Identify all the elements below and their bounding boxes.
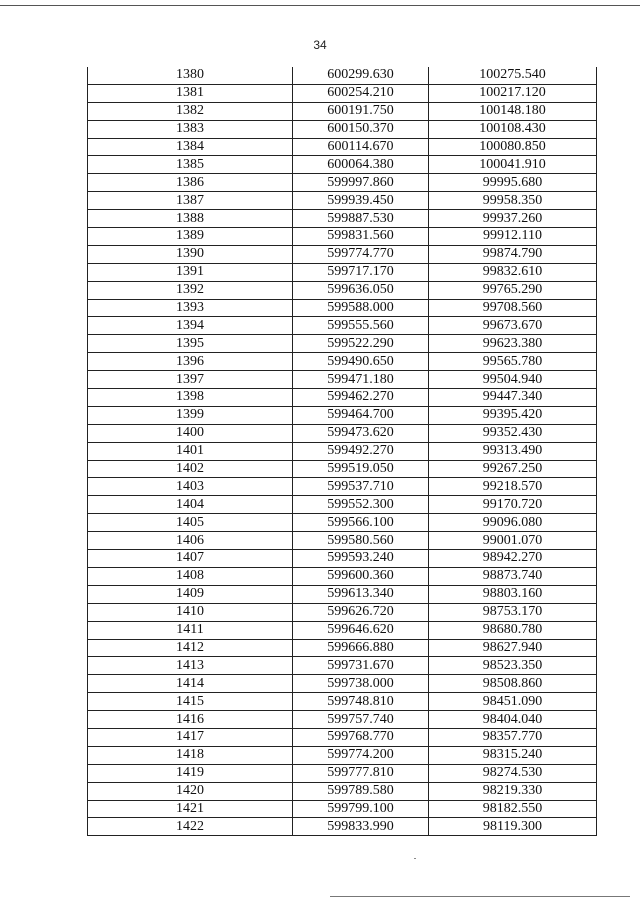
x-coordinate-cell: 599537.710: [293, 478, 429, 496]
table-row: [88, 800, 597, 818]
table-row: [88, 782, 597, 800]
y-coordinate-cell: 99352.430: [429, 424, 597, 442]
x-coordinate-cell: 599666.880: [293, 639, 429, 657]
x-coordinate-cell: 599490.650: [293, 353, 429, 371]
y-coordinate-cell: 99708.560: [429, 299, 597, 317]
table-row: [88, 460, 597, 478]
bottom-border-line: [330, 896, 630, 897]
point-number-cell: 1380: [88, 67, 293, 84]
point-number-cell: 1416: [88, 711, 293, 729]
x-coordinate-cell: 599492.270: [293, 442, 429, 460]
point-number-cell: 1397: [88, 371, 293, 389]
point-number-cell: 1392: [88, 281, 293, 299]
y-coordinate-cell: 98182.550: [429, 800, 597, 818]
point-number-cell: 1410: [88, 603, 293, 621]
x-coordinate-cell: 599462.270: [293, 389, 429, 407]
table-row: [88, 442, 597, 460]
table-row: [88, 567, 597, 585]
y-coordinate-cell: 100148.180: [429, 102, 597, 120]
x-coordinate-cell: 599774.200: [293, 746, 429, 764]
point-number-cell: 1386: [88, 174, 293, 192]
x-coordinate-cell: 599738.000: [293, 675, 429, 693]
point-number-cell: 1398: [88, 389, 293, 407]
x-coordinate-cell: 599939.450: [293, 192, 429, 210]
y-coordinate-cell: 99765.290: [429, 281, 597, 299]
table-row: [88, 711, 597, 729]
scan-artifact: [414, 858, 416, 859]
table-row: [88, 192, 597, 210]
x-coordinate-cell: 599748.810: [293, 693, 429, 711]
y-coordinate-cell: 98508.860: [429, 675, 597, 693]
y-coordinate-cell: 100041.910: [429, 156, 597, 174]
y-coordinate-cell: 98274.530: [429, 764, 597, 782]
point-number-cell: 1393: [88, 299, 293, 317]
y-coordinate-cell: 99001.070: [429, 532, 597, 550]
x-coordinate-cell: 599887.530: [293, 210, 429, 228]
y-coordinate-cell: 98873.740: [429, 567, 597, 585]
x-coordinate-cell: 600064.380: [293, 156, 429, 174]
table-row: [88, 728, 597, 746]
y-coordinate-cell: 98315.240: [429, 746, 597, 764]
x-coordinate-cell: 599789.580: [293, 782, 429, 800]
table-row: [88, 746, 597, 764]
point-number-cell: 1405: [88, 514, 293, 532]
point-number-cell: 1421: [88, 800, 293, 818]
point-number-cell: 1413: [88, 657, 293, 675]
x-coordinate-cell: 599997.860: [293, 174, 429, 192]
y-coordinate-cell: 99504.940: [429, 371, 597, 389]
y-coordinate-cell: 100080.850: [429, 138, 597, 156]
point-number-cell: 1381: [88, 84, 293, 102]
point-number-cell: 1382: [88, 102, 293, 120]
table-row: [88, 102, 597, 120]
y-coordinate-cell: 98523.350: [429, 657, 597, 675]
top-border-line: [0, 5, 640, 6]
table-row: [88, 335, 597, 353]
y-coordinate-cell: 99267.250: [429, 460, 597, 478]
point-number-cell: 1408: [88, 567, 293, 585]
point-number-cell: 1385: [88, 156, 293, 174]
y-coordinate-cell: 99218.570: [429, 478, 597, 496]
table-row: [88, 84, 597, 102]
x-coordinate-cell: 599717.170: [293, 263, 429, 281]
table-row: [88, 496, 597, 514]
point-number-cell: 1391: [88, 263, 293, 281]
x-coordinate-cell: 599552.300: [293, 496, 429, 514]
point-number-cell: 1406: [88, 532, 293, 550]
table-row: [88, 764, 597, 782]
y-coordinate-cell: 99874.790: [429, 245, 597, 263]
x-coordinate-cell: 599522.290: [293, 335, 429, 353]
table-row: [88, 245, 597, 263]
y-coordinate-cell: 98753.170: [429, 603, 597, 621]
table-row: [88, 210, 597, 228]
point-number-cell: 1401: [88, 442, 293, 460]
table-row: [88, 585, 597, 603]
table-row: [88, 818, 597, 836]
x-coordinate-cell: 599757.740: [293, 711, 429, 729]
x-coordinate-cell: 600299.630: [293, 67, 429, 84]
table-row: [88, 406, 597, 424]
table-row: [88, 263, 597, 281]
point-number-cell: 1404: [88, 496, 293, 514]
point-number-cell: 1390: [88, 245, 293, 263]
table-row: [88, 550, 597, 568]
x-coordinate-cell: 599636.050: [293, 281, 429, 299]
table-row: [88, 353, 597, 371]
y-coordinate-cell: 99832.610: [429, 263, 597, 281]
table-row: [88, 389, 597, 407]
table-row: [88, 603, 597, 621]
x-coordinate-cell: 599777.810: [293, 764, 429, 782]
point-number-cell: 1419: [88, 764, 293, 782]
y-coordinate-cell: 100217.120: [429, 84, 597, 102]
x-coordinate-cell: 599799.100: [293, 800, 429, 818]
table-row: [88, 478, 597, 496]
y-coordinate-cell: 99623.380: [429, 335, 597, 353]
point-number-cell: 1383: [88, 120, 293, 138]
table-row: [88, 228, 597, 246]
x-coordinate-cell: 599588.000: [293, 299, 429, 317]
point-number-cell: 1388: [88, 210, 293, 228]
y-coordinate-cell: 99096.080: [429, 514, 597, 532]
x-coordinate-cell: 599464.700: [293, 406, 429, 424]
x-coordinate-cell: 599613.340: [293, 585, 429, 603]
point-number-cell: 1407: [88, 550, 293, 568]
y-coordinate-cell: 99395.420: [429, 406, 597, 424]
y-coordinate-cell: 99958.350: [429, 192, 597, 210]
point-number-cell: 1403: [88, 478, 293, 496]
x-coordinate-cell: 599646.620: [293, 621, 429, 639]
table-row: [88, 675, 597, 693]
point-number-cell: 1414: [88, 675, 293, 693]
point-number-cell: 1418: [88, 746, 293, 764]
table-row: [88, 371, 597, 389]
table-row: [88, 156, 597, 174]
point-number-cell: 1411: [88, 621, 293, 639]
table-row: [88, 424, 597, 442]
point-number-cell: 1395: [88, 335, 293, 353]
x-coordinate-cell: 599555.560: [293, 317, 429, 335]
x-coordinate-cell: 599833.990: [293, 818, 429, 836]
table-row: [88, 317, 597, 335]
x-coordinate-cell: 599774.770: [293, 245, 429, 263]
coordinates-table: [87, 67, 597, 836]
y-coordinate-cell: 98451.090: [429, 693, 597, 711]
y-coordinate-cell: 98357.770: [429, 728, 597, 746]
x-coordinate-cell: 599768.770: [293, 728, 429, 746]
point-number-cell: 1402: [88, 460, 293, 478]
table-row: [88, 299, 597, 317]
table-row: [88, 67, 597, 84]
table-row: [88, 657, 597, 675]
x-coordinate-cell: 599471.180: [293, 371, 429, 389]
x-coordinate-cell: 599593.240: [293, 550, 429, 568]
y-coordinate-cell: 99673.670: [429, 317, 597, 335]
point-number-cell: 1400: [88, 424, 293, 442]
point-number-cell: 1415: [88, 693, 293, 711]
x-coordinate-cell: 599580.560: [293, 532, 429, 550]
y-coordinate-cell: 98942.270: [429, 550, 597, 568]
y-coordinate-cell: 98680.780: [429, 621, 597, 639]
x-coordinate-cell: 599600.360: [293, 567, 429, 585]
y-coordinate-cell: 98627.940: [429, 639, 597, 657]
table-row: [88, 693, 597, 711]
point-number-cell: 1396: [88, 353, 293, 371]
point-number-cell: 1422: [88, 818, 293, 836]
table-row: [88, 514, 597, 532]
y-coordinate-cell: 99170.720: [429, 496, 597, 514]
y-coordinate-cell: 99995.680: [429, 174, 597, 192]
x-coordinate-cell: 600191.750: [293, 102, 429, 120]
y-coordinate-cell: 99565.780: [429, 353, 597, 371]
table-row: [88, 532, 597, 550]
page-number: 34: [313, 38, 327, 52]
y-coordinate-cell: 99313.490: [429, 442, 597, 460]
y-coordinate-cell: 100275.540: [429, 67, 597, 84]
point-number-cell: 1412: [88, 639, 293, 657]
point-number-cell: 1387: [88, 192, 293, 210]
y-coordinate-cell: 98119.300: [429, 818, 597, 836]
y-coordinate-cell: 98404.040: [429, 711, 597, 729]
point-number-cell: 1399: [88, 406, 293, 424]
point-number-cell: 1417: [88, 728, 293, 746]
x-coordinate-cell: 599566.100: [293, 514, 429, 532]
y-coordinate-cell: 99937.260: [429, 210, 597, 228]
table-row: [88, 281, 597, 299]
table-row: [88, 138, 597, 156]
point-number-cell: 1420: [88, 782, 293, 800]
point-number-cell: 1409: [88, 585, 293, 603]
y-coordinate-cell: 98803.160: [429, 585, 597, 603]
x-coordinate-cell: 600114.670: [293, 138, 429, 156]
y-coordinate-cell: 99447.340: [429, 389, 597, 407]
x-coordinate-cell: 599626.720: [293, 603, 429, 621]
table-row: [88, 174, 597, 192]
point-number-cell: 1389: [88, 228, 293, 246]
coordinates-table-body: [88, 67, 597, 836]
x-coordinate-cell: 599731.670: [293, 657, 429, 675]
x-coordinate-cell: 600150.370: [293, 120, 429, 138]
x-coordinate-cell: 599831.560: [293, 228, 429, 246]
table-row: [88, 120, 597, 138]
y-coordinate-cell: 99912.110: [429, 228, 597, 246]
x-coordinate-cell: 599519.050: [293, 460, 429, 478]
x-coordinate-cell: 599473.620: [293, 424, 429, 442]
x-coordinate-cell: 600254.210: [293, 84, 429, 102]
y-coordinate-cell: 98219.330: [429, 782, 597, 800]
point-number-cell: 1394: [88, 317, 293, 335]
point-number-cell: 1384: [88, 138, 293, 156]
y-coordinate-cell: 100108.430: [429, 120, 597, 138]
table-row: [88, 621, 597, 639]
table-row: [88, 639, 597, 657]
